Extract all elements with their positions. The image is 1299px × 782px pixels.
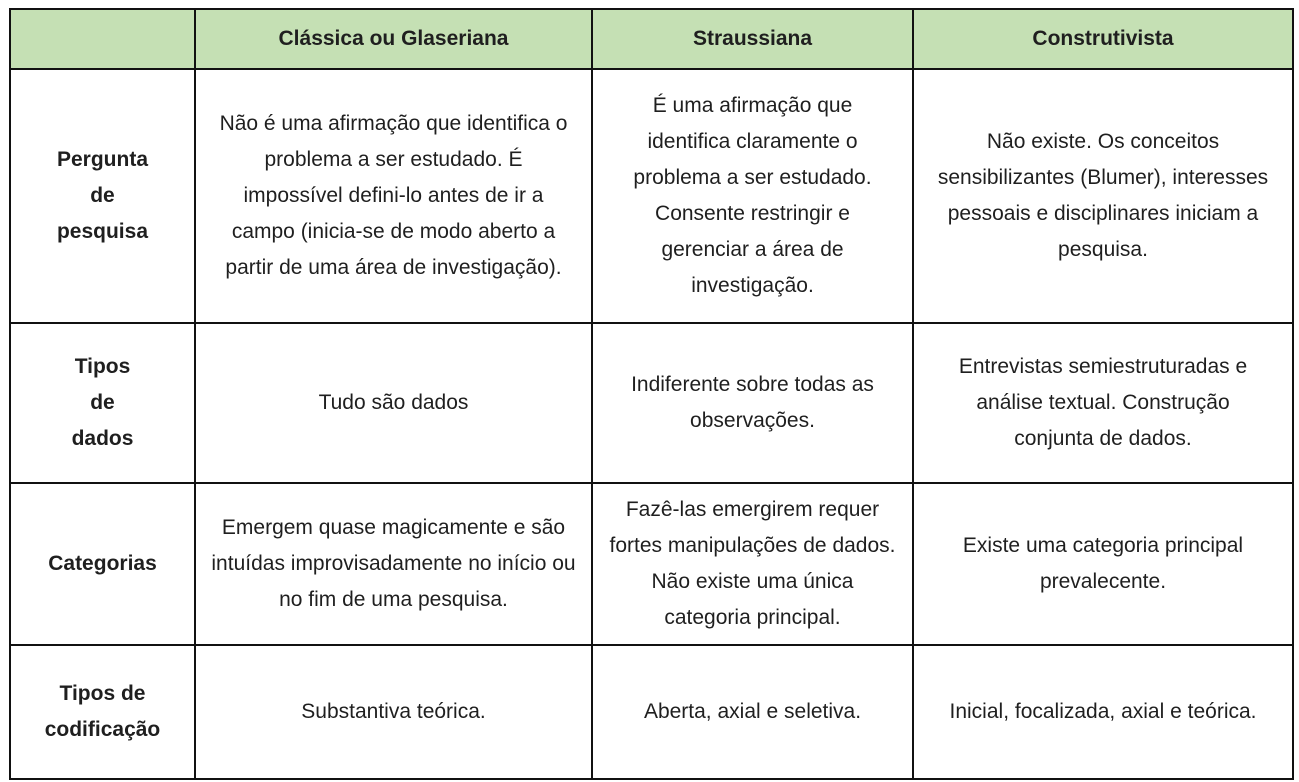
column-header-straussiana: Straussiana (592, 9, 913, 69)
corner-cell (10, 9, 195, 69)
row-header-tipos-de-codificacao: Tipos de codificação (10, 645, 195, 779)
cell-pergunta-construtivista: Não existe. Os conceitos sensibilizantes (Blumer), interesses pessoais e disciplinares iniciam a pesquisa. (913, 69, 1293, 323)
column-header-construtivista: Construtivista (913, 9, 1293, 69)
table-row (10, 645, 1293, 779)
cell-codificacao-construtivista: Inicial, focalizada, axial e teórica. (913, 645, 1293, 779)
row-header-categorias: Categorias (10, 483, 195, 645)
comparison-table (9, 8, 1294, 780)
table-row (10, 323, 1293, 483)
cell-dados-classica: Tudo são dados (195, 323, 592, 483)
cell-dados-straussiana: Indiferente sobre todas as observações. (592, 323, 913, 483)
cell-codificacao-classica: Substantiva teórica. (195, 645, 592, 779)
table-row (10, 483, 1293, 645)
table-row (10, 69, 1293, 323)
cell-categorias-straussiana: Fazê-las emergirem requer fortes manipulações de dados. Não existe uma única categoria principal. (592, 483, 913, 645)
cell-codificacao-straussiana: Aberta, axial e seletiva. (592, 645, 913, 779)
cell-pergunta-classica: Não é uma afirmação que identifica o problema a ser estudado. É impossível defini-lo antes de ir a campo (inicia-se de modo aberto a partir de uma área de investigação). (195, 69, 592, 323)
cell-categorias-classica: Emergem quase magicamente e são intuídas improvisadamente no início ou no fim de uma pesquisa. (195, 483, 592, 645)
row-header-pergunta-de-pesquisa: Pergunta de pesquisa (10, 69, 195, 323)
cell-pergunta-straussiana: É uma afirmação que identifica claramente o problema a ser estudado. Consente restringir e gerenciar a área de investigação. (592, 69, 913, 323)
row-header-tipos-de-dados: Tipos de dados (10, 323, 195, 483)
column-header-classica: Clássica ou Glaseriana (195, 9, 592, 69)
cell-dados-construtivista: Entrevistas semiestruturadas e análise textual. Construção conjunta de dados. (913, 323, 1293, 483)
header-row (10, 9, 1293, 69)
cell-categorias-construtivista: Existe uma categoria principal prevalecente. (913, 483, 1293, 645)
